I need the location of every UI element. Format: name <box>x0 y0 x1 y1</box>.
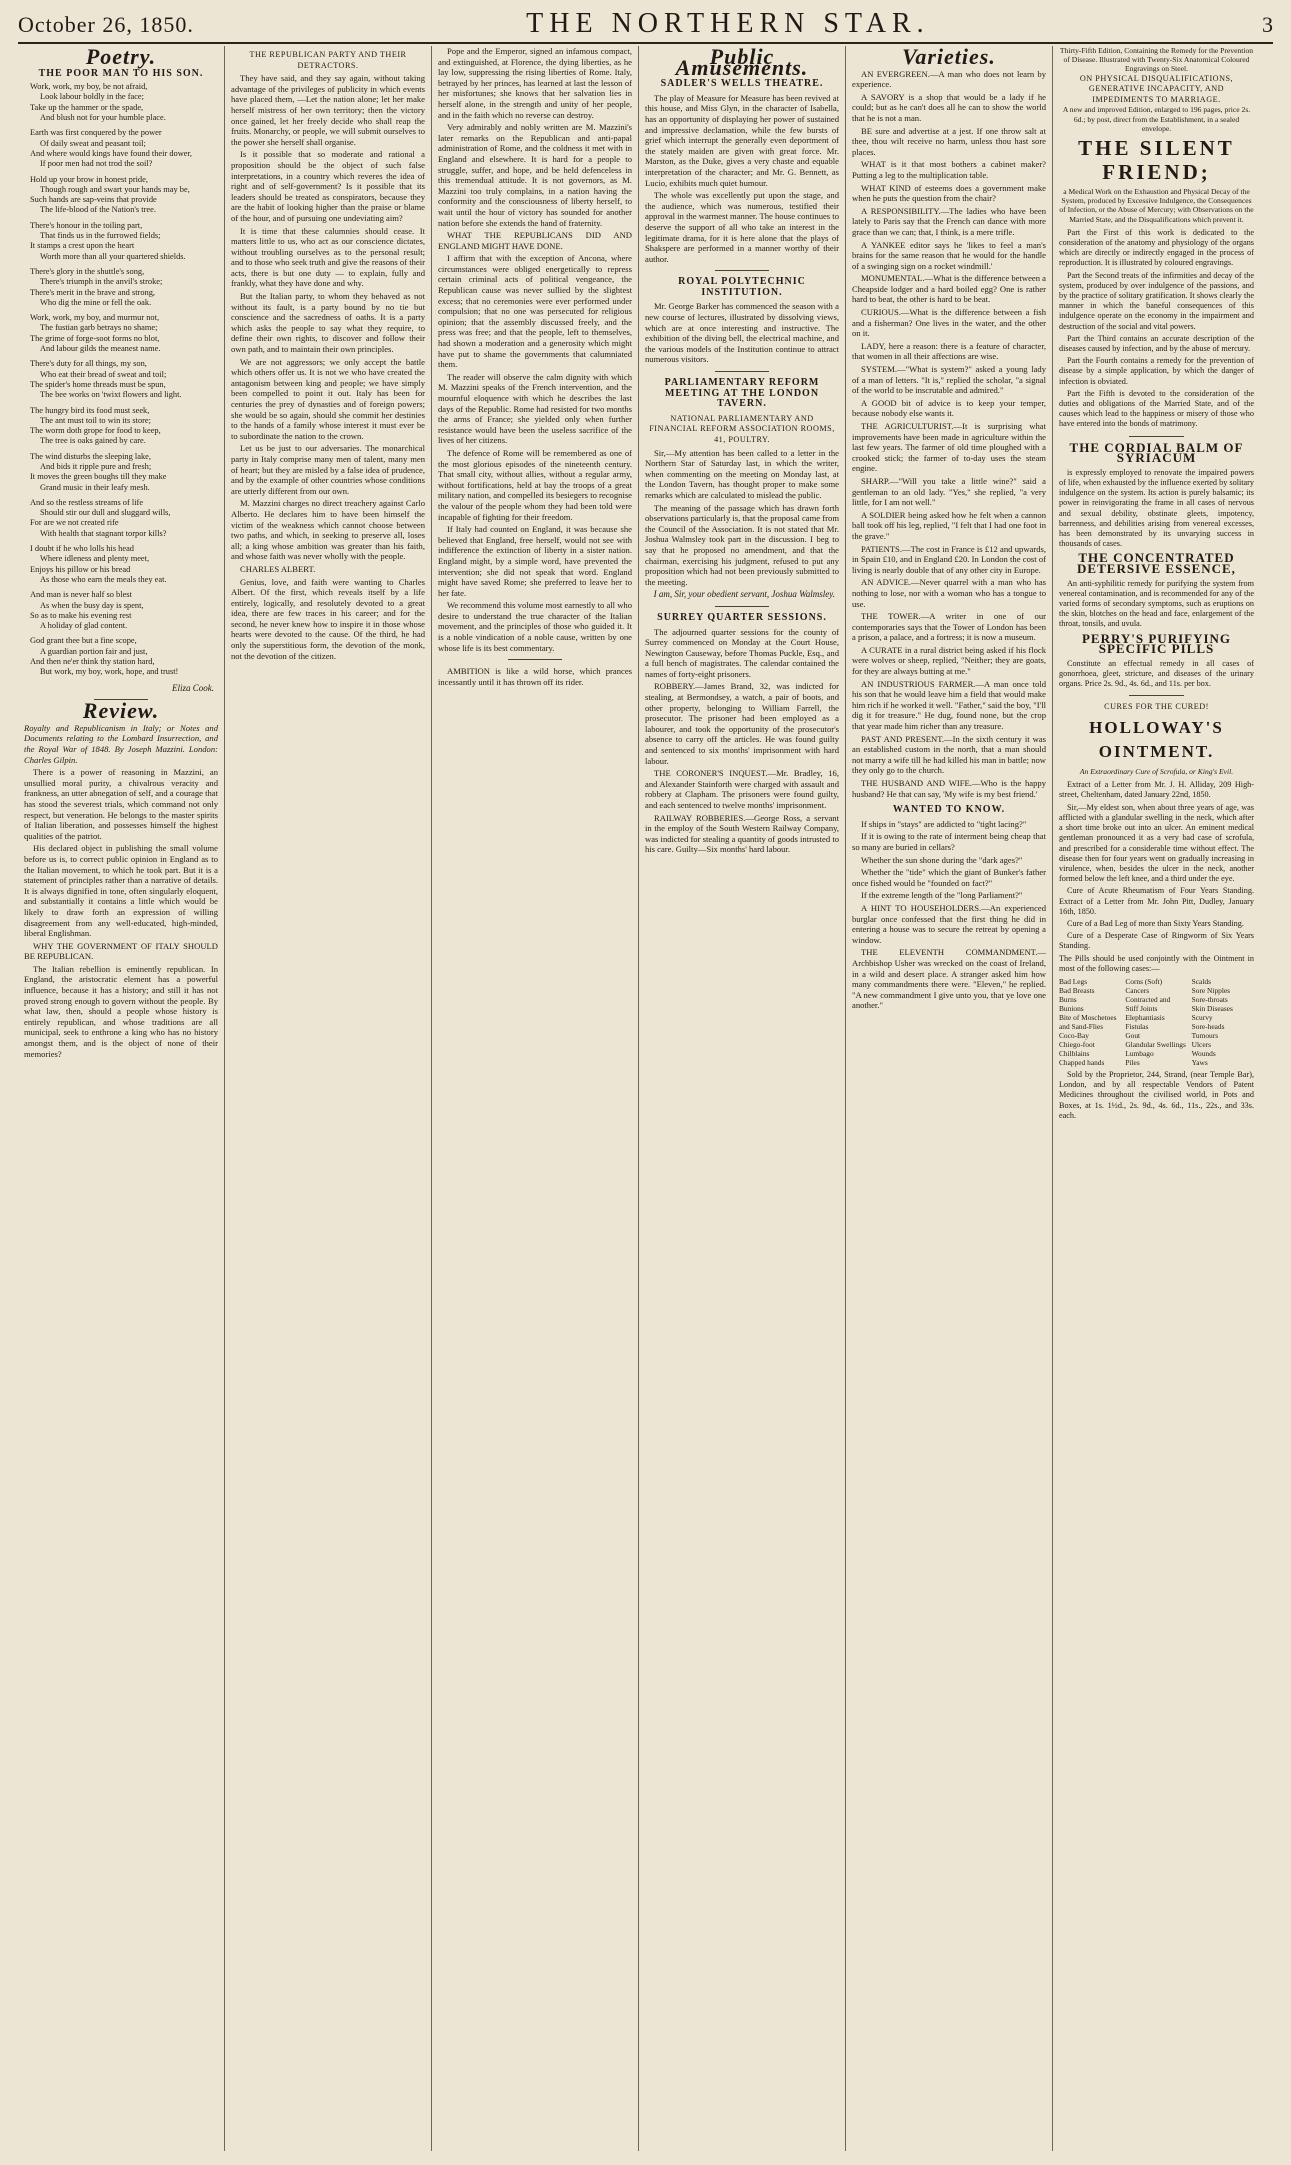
poem-line: As when the busy day is spent, <box>40 600 144 610</box>
remedy-item: Contracted and <box>1125 994 1171 1004</box>
article-paragraph: If Italy had counted on England, it was because she believed that England, free herself, would not see with indifference the extinction of liberty in a sister nation. England might, by a simple word, have prevented the intervention; she did not speak that word. England might have saved Rome; she preferred to leave her to her fate. <box>438 524 632 598</box>
variety-item: A SAVORY is a shop that would be a lady if he could; but as he can't does all he can to show the world that he is not a man. <box>852 91 1046 123</box>
variety-item: AN INDUSTRIOUS FARMER.—A man once told his son that he would leave him a field that would make him rich if he worked it well. "Father," said the boy, "I'll dig it for treasure." He dug, found none, but the crop that year made him richer than any treasure. <box>852 678 1046 732</box>
review-paragraph: The Italian rebellion is eminently republican. In England, the aristocratic element has a powerful influence, because it has a history; and still it has not proved strong enough to govern without the people. By what law, then, should a people whose history is entirely republican, and whose traditions are all municipal, seek to enthrone a king who has no history amongst them, and is the object of none of their memories? <box>24 963 218 1059</box>
divider <box>508 659 562 660</box>
article-paragraph: Genius, love, and faith were wanting to Charles Albert. Of the first, which reveals itself by a life entirely, logically, and resolutely devoted to a great idea, there are few traces in his career; and for the second, he never knew how to inspire it in those whose hearts were devoted to the cause. Of the third, he had only the superstitious form, the devotion of the monk, not the devotion of the citizen. <box>231 576 425 661</box>
remedy-item: Tumours <box>1191 1030 1219 1040</box>
poem-line: Look labour boldly in the face; <box>40 92 144 102</box>
remedy-item: Chilblains <box>1059 1048 1090 1058</box>
poem-line: The fustian garb betrays no shame; <box>40 323 158 333</box>
column-6 <box>1053 46 1260 2151</box>
polytechnic-heading: ROYAL POLYTECHNIC INSTITUTION. <box>678 276 806 298</box>
poem-line: As those who earn the meals they eat. <box>40 574 167 584</box>
poem-line: There's duty for all things, my son, <box>30 359 147 369</box>
holloway-body <box>1059 780 1254 951</box>
poem-stanza <box>24 636 218 677</box>
article-body <box>438 46 632 653</box>
poem-line: Of daily sweat and peasant toil; <box>40 138 146 148</box>
holloway-footer: Sold by the Proprietor, 244, Strand, (near Temple Bar), London, and by all respectable Vendors of Patent Medicines throughout the civilised world, in Pots and Boxes, at 1s. 1½d., 2s. 9d., 4s. 6d., 11s., 22s., and 33s. each. <box>1059 1069 1254 1120</box>
variety-item: AN ADVICE.—Never quarrel with a man who has nothing to lose, nor with a woman who has a tongue to use. <box>852 577 1046 609</box>
remedy-item: Sore-throats <box>1191 994 1228 1004</box>
poetry-heading: Poetry. <box>85 46 157 69</box>
variety-item: THE HUSBAND AND WIFE.—Who is the happy husband? He that can say, 'My wife is my best friend.' <box>852 778 1046 799</box>
poem-stanza <box>24 544 218 585</box>
remedy-item: Elephantiasis <box>1125 1012 1165 1022</box>
edition-price: A new and improved Edition, enlarged to 196 pages, price 2s. 6d.; by post, direct from the Establishment, in a sealed envelope. <box>1062 105 1251 133</box>
article-paragraph: But the Italian party, to whom they behaved as not without its fault, is a party bound by no tie but conscience and the sacredness of oaths. It is a party which asks the people to say what they require, to define their own rights, to discover and follow their own path, and to maintain their own principles. <box>231 291 425 355</box>
article-paragraph: We recommend this volume most earnestly to all who desire to understand the true character of the Italian movement, and the principles of those who guided it. It is a noble vindication of a noble cause, written by one whose life is its best commentary. <box>438 600 632 653</box>
remedy-item: Skin Diseases <box>1191 1003 1233 1013</box>
remedy-item: Sore-heads <box>1191 1021 1225 1031</box>
divider <box>715 270 769 271</box>
wanted-item: Whether the sun shone during the "dark ages?" <box>861 854 1023 865</box>
advert-paragraph: Part the Second treats of the infirmities and decay of the system, produced by over indulgence of the passions, and by the practice of solitary gratification. It shows clearly the manner in which the baneful consequences of this indulgence operate on the economy in the impairment and destruction of the social and vital powers. <box>1059 270 1254 331</box>
article-heading: THE REPUBLICAN PARTY AND THEIR DETRACTORS. <box>249 50 407 70</box>
article-paragraph: We are not aggressors; we only accept the battle which others offer us. It is not we who have created the antagonism between king and people; we have simply been compelled to point it out. Italy has been for centuries the prey of dynasties and of foreign powers; she would be so again, should she commit her destinies to the hands of a family whose interest it must ever be to subordinate the nation to the crown. <box>231 356 425 441</box>
poem-line: There's merit in the brave and strong, <box>30 287 155 297</box>
review-body <box>24 767 218 1059</box>
columns <box>18 46 1273 2151</box>
masthead <box>18 8 1273 44</box>
silent-friend-subtitle: a Medical Work on the Exhaustion and Physical Decay of the System, produced by Excessive Indulgence, the Consequences of Infection, or the Abuse of Mercury; with Observations on the Married State, and the Disqualifications which prevent it. <box>1059 187 1254 224</box>
article-paragraph: The defence of Rome will be remembered as one of the most glorious episodes of the nineteenth century. That small city, without allies, without a regular army, without fortifications, held at bay the troops of a great military nation, and compelled its besiegers to recognise the valour of the people whom they had been told were incapable of fighting for their freedom. <box>438 447 632 522</box>
article-paragraph: CHARLES ALBERT. <box>240 563 316 574</box>
article-paragraph: The reader will observe the calm dignity with which M. Mazzini speaks of the French intervention, and the mournful eloquence with which he describes the last days of the Republic. Rome had resisted for two months the arms of France; she yielded only when further resistance would have been the useless sacrifice of the lives of her citizens. <box>438 371 632 446</box>
remedy-item: Cancers <box>1125 985 1150 995</box>
silent-friend-title: THE SILENT FRIEND; <box>1078 136 1235 184</box>
poem-line: Worth more than all your quartered shields. <box>40 251 186 261</box>
letter-signoff: I am, Sir, your obedient servant, Joshua Walmsley. <box>653 589 835 600</box>
variety-item: LADY, here a reason: there is a feature of character, that women in all their affections are wise. <box>852 340 1046 362</box>
cures-heading: CURES FOR THE CURED! <box>1104 702 1209 712</box>
poem-line: And so the restless streams of life <box>30 497 144 507</box>
remedies-heading: The Pills should be used conjointly with the Ointment in most of the following cases:— <box>1059 953 1254 973</box>
perry-pills-advert <box>1059 630 1254 657</box>
remedy-item: Stiff Joints <box>1125 1003 1158 1013</box>
advert-caps: ON PHYSICAL DISQUALIFICATIONS, GENERATIVE INCAPACITY, AND IMPEDIMENTS TO MARRIAGE. <box>1079 73 1234 104</box>
poem-line: Though rough and swart your hands may be, <box>40 184 190 194</box>
article-paragraph: I affirm that with the exception of Ancona, where circumstances were obliged energetically to repress certain criminal acts of political vengeance, the Republican cause was never sullied by the slightest excess; that no ceremonies were ever performed under compulsion; that no one was persecuted for religious opinion; that the assembly discussed freely, and the press was free; and that the people, left to themselves, had shown a moderation and a generosity which might have put to shame the governments that calumniated them. <box>438 253 632 370</box>
variety-item: WHAT is it that most bothers a cabinet maker? Putting a leg to the multiplication table. <box>852 159 1046 180</box>
column-3 <box>432 46 639 2151</box>
variety-item: SYSTEM.—"What is system?" asked a young lady of a man of letters. "It is," replied the scholar, "a signal of the world to be inscrutable and admired." <box>852 364 1046 396</box>
poem-line: A guardian portion fair and just, <box>40 646 148 656</box>
review-paragraph: His declared object in publishing the small volume before us is, to correct public opinion in England as to the Italian movement, to which he took part. But it is a statement of principles rather than a narrative of details. It is always dignified in tone, often singularly eloquent, and substantially it contains a little which would be likely to draw forth an expression of willing disagreement from any well-educated, high-minded, liberal Englishman. <box>24 843 218 939</box>
variety-item: A CURATE in a rural district being asked if his flock were wolves or sheep, replied, "Neither; they are goats, for they are always butting at me." <box>852 644 1046 677</box>
review-heading: Review. <box>82 698 160 724</box>
article-paragraph: They have said, and they say again, without taking advantage of the privileges of publicity in which events have placed them, —Let the nation alone; let her make herself mistress of her own territory; then the victory once gained, let her freely decide who shall reap the fruits. Monarchy, or people, we will submit ourselves to the power she herself shall organise. <box>231 73 425 147</box>
testimonial-paragraph: Cure of a Desperate Case of Ringworm of Six Years Standing. <box>1059 931 1254 951</box>
poem-stanza <box>24 221 218 262</box>
article-paragraph: Is it possible that so moderate and rational a proposition should be the object of such false interpretations, in a country which reveres the idea of right and of self-government? Is it possible that its leaders should be treated as conspirators, because they are the habit of looking higher than the praise or blame of the hour, and of pursuing one undeviating aim? <box>231 149 425 223</box>
remedy-item: Lumbago <box>1125 1048 1154 1058</box>
detersive-essence-text: An anti-syphilitic remedy for purifying the system from venereal contamination, and is recommended for any of the varied forms of secondary symptoms, such as eruptions on the skin, blotches on the head and face, enlargement of the throat, tonsils, and uvula. <box>1059 578 1254 629</box>
poem-line: And blush not for your humble place. <box>40 113 166 123</box>
variety-item: WHAT KIND of esteems does a government make when he puts the question from the chair? <box>852 182 1046 204</box>
poem-line: And where would kings have found their dower, <box>30 148 193 158</box>
wanted-item: If ships in "stays" are addicted to "tight lacing?" <box>861 818 1027 829</box>
sadlers-wells-body <box>645 93 839 265</box>
remedy-item: Chapped hands <box>1059 1057 1105 1067</box>
article-paragraph: Let us be just to our adversaries. The monarchical party in Italy comprise many men of talent, many men of heart; but they are misled by a false idea of prudence, and by the example of other countries whose conditions are utterly different from our own. <box>231 443 425 496</box>
review-paragraph: WHY THE GOVERNMENT OF ITALY SHOULD BE REPUBLICAN. <box>24 940 218 962</box>
review-paragraph: Mr. George Barker has commenced the season with a new course of lectures, illustrated by dissolving views, which are at once interesting and instructive. The exhibition of the diving bell, the electrical machine, and the various models of the Institution continue to attract numerous visitors. <box>645 301 839 365</box>
remedy-item: Fistulas <box>1125 1021 1149 1031</box>
poem-line: The hungry bird its food must seek, <box>30 405 150 415</box>
page-number: 3 <box>1261 12 1273 37</box>
review-paragraph: The play of Measure for Measure has been revived at this house, and Miss Glyn, in the character of Isabella, has an opportunity of displaying her power of sustained and impressive declamation, while the few bursts of grief which interrupt the generally even deportment of the stately maiden are given with great force. Mr. Marston, as the Duke, gives a very chaste and equable interpretation of the character; and Mr. G. Bennett, as Lucio, exhibits much quiet humour. <box>645 92 839 188</box>
poem-line: Enjoys his pillow or his bread <box>30 564 131 574</box>
remedy-item: Piles <box>1125 1057 1140 1067</box>
remedy-item: Ulcers <box>1191 1039 1211 1049</box>
poem-line: Take up the hammer or the spade, <box>30 102 144 112</box>
poem-line: The ant must toil to win its store; <box>40 415 151 425</box>
poem-line: Who eat their bread of sweat and toil; <box>40 369 167 379</box>
silent-friend-advert <box>1059 46 1254 224</box>
poem-stanza <box>24 590 218 631</box>
remedies-list <box>1059 977 1254 1067</box>
sadlers-wells-heading: SADLER'S WELLS THEATRE. <box>660 78 824 90</box>
testimonial-paragraph: Extract of a Letter from Mr. J. H. Alliday, 209 High-street, Cheltenham, dated January 22nd, 1850. <box>1059 780 1254 800</box>
remedy-item: Coco-Bay <box>1059 1030 1089 1040</box>
poem-line: So as to make his evening rest <box>30 610 132 620</box>
variety-item: A HINT TO HOUSEHOLDERS.—An experienced burglar once confessed that the first thing he did in entering a house was to secure the retreat by opening a window. <box>852 902 1046 945</box>
varieties-body <box>852 69 1046 800</box>
poem-stanza <box>24 313 218 354</box>
letter-paragraph: The meaning of the passage which has drawn forth observations particularly is, that the proposal came from the Council of the Association. It is not stated that Mr. Joshua Walmsley took part in the discussion. I beg to say that he proposed no amendment, and that the chairman, exercising his judgment, refused to put any proposition which had not been previously submitted to the meeting. <box>645 502 839 587</box>
wanted-item: If the extreme length of the "long Parliament?" <box>861 890 1023 901</box>
article-paragraph: WHAT THE REPUBLICANS DID AND ENGLAND MIGHT HAVE DONE. <box>438 230 632 251</box>
article-paragraph: M. Mazzini charges no direct treachery against Carlo Alberto. He declares him to have been himself the victim of the weakness which cannot choose between two paths, and which, in seeking to preserve all, loses all; a king whose ambition was greater than his faith, and whose faith was never wholly with the people. <box>231 498 425 562</box>
poem-line: If poor men had not trod the soil? <box>40 159 153 169</box>
poem-line: With health that stagnant torpor kills? <box>40 528 167 538</box>
poem-line: The grime of forge-soot forms no blot, <box>30 333 160 343</box>
sessions-paragraph: RAILWAY ROBBERIES.—George Ross, a servant in the employ of the South Western Railway Company, was indicted for stealing a quantity of goods intrusted to his care. Guilty—Six months' hard labour. <box>645 812 839 855</box>
remedy-item: Scurvy <box>1191 1012 1213 1022</box>
poem-line: Where idleness and plenty meet, <box>40 554 150 564</box>
poem-line: Earth was first conquered by the power <box>30 128 162 138</box>
letter-paragraph: Sir,—My attention has been called to a letter in the Northern Star of Saturday last, in which the writer, when commenting on the meeting on Monday last, at the London Tavern, has thought proper to make some remarks which are calculated to mislead the public. <box>645 447 839 500</box>
divider <box>715 606 769 607</box>
variety-item: A SOLDIER being asked how he felt when a cannon ball took off his leg, replied, "I felt that I had one foot in the grave." <box>852 509 1046 541</box>
perry-pills-text: Constitute an effectual remedy in all cases of gonorrhoea, gleet, stricture, and diseases of the urinary organs. Price 2s. 9d., 4s. 6d., and 11s. per box. <box>1059 658 1254 689</box>
poem-line: And labour gilds the meanest name. <box>40 344 161 354</box>
article-paragraph: Pope and the Emperor, signed an infamous compact, and extinguished, at Florence, the dying liberties, as he lay low, suppressing the rising liberties of Rome. Italy, betrayed by her princes, has learned at last the lesson of her misfortunes; she knows that her salvation lies in herself alone, in the strength and unity of her people, and in the faith which no reverse can destroy. <box>438 46 632 120</box>
holloway-advert <box>1059 702 1254 776</box>
remedy-item: Yaws <box>1191 1057 1208 1067</box>
poem-line: The bee works on 'twixt flowers and light. <box>40 390 182 400</box>
wanted-item: Whether the "tide" which the giant of Bunker's father once fished would be "founded on fact?" <box>852 867 1046 888</box>
poem-line: A holiday of glad content. <box>40 621 128 631</box>
poem-line: It moves the green boughs till they make <box>30 472 167 482</box>
testimonial-paragraph: Cure of a Bad Leg of more than Sixty Years Standing. <box>1067 918 1244 928</box>
wanted-to-know-heading: WANTED TO KNOW. <box>892 804 1006 816</box>
advert-paragraph: Part the Fourth contains a remedy for the prevention of disease by a simple application, by which the danger of infection is obviated. <box>1059 356 1254 386</box>
cordial-balm-text: is expressly employed to renovate the impaired powers of life, when exhausted by the influence exerted by solitary indulgence on the system. Its action is purely balsamic; its power in reinvigorating the frame in all cases of nervous and sexual debility, obstinate gleets, impotency, barrenness, and debilities arising from venereal excesses, has been demonstrated by its unvarying success in thousands of cases. <box>1059 467 1254 549</box>
review-paragraph: The whole was excellently put upon the stage, and the audience, which was numerous, testified their approval in the warmest manner. The house continues to deserve the support of all who take an interest in the legitimate drama, for it is here alone that the plays of Shakspere are performed in a manner worthy of their author. <box>645 190 839 264</box>
poem-line: That finds us in the furrowed fields; <box>40 231 161 241</box>
variety-item: SHARP.—"Will you take a little wine?" said a gentleman to an old lady. "Yes," she replied, "a very little, for I am not well." <box>852 475 1046 508</box>
variety-item: CURIOUS.—What is the difference between a fish and a fisherman? One lives in the water, and the other on it. <box>852 307 1046 339</box>
variety-item: A GOOD bit of advice is to keep your temper, because nobody else wants it. <box>852 397 1046 419</box>
silent-friend-body <box>1059 228 1254 430</box>
poem-line: The tree is oaks gained by care. <box>40 436 146 446</box>
poem-line: Work, work, my boy, be not afraid, <box>30 82 148 92</box>
variety-item: THE TOWER.—A writer in one of our contemporaries says that the Tower of London has been a prison, a palace, and a fortress; it is now a museum. <box>852 611 1046 643</box>
divider <box>715 371 769 372</box>
review-paragraph: There is a power of reasoning in Mazzini, an unsullied moral purity, a chivalrous veracity and frankness, an utter abnegation of self, and a courage that has stood the severest trials, which command not only respect, but veneration. He belongs to the master spirits of Italian liberation, and possesses himself the highest qualities of the patriot. <box>24 767 218 841</box>
variety-item: THE ELEVENTH COMMANDMENT.—Archbishop Usher was wrecked on the coast of Ireland, in a wild and desert place. A stranger asked him how many commandments there were. "Eleven," he replied. "A new commandment I give unto you, that ye love one another." <box>852 947 1046 1011</box>
remedy-item: Glandular Swellings <box>1125 1039 1186 1049</box>
remedy-item: Chiego-foot <box>1059 1039 1095 1049</box>
poem-stanza <box>24 267 218 308</box>
cordial-balm-title: THE CORDIAL BALM OF SYRIACUM <box>1069 439 1244 466</box>
remedy-item: Bad Legs <box>1059 976 1088 986</box>
holloway-subtitle: An Extraordinary Cure of Scrofula, or King's Evil. <box>1079 767 1234 777</box>
variety-item: A RESPONSIBILITY.—The ladies who have been lately to Paris say that the French can dance with more grace than we can; that, I think, is a mere trifle. <box>852 205 1046 237</box>
poem-line: Should stir our dull and sluggard wills, <box>40 508 171 518</box>
variety-item: AN EVERGREEN.—A man who does not learn by experience. <box>852 68 1046 90</box>
remedy-item: Bite of Moschetoes <box>1059 1012 1117 1022</box>
poem-line: Hold up your brow in honest pride, <box>30 174 148 184</box>
column-5 <box>846 46 1053 2151</box>
poem-stanza <box>24 359 218 400</box>
surrey-sessions-body <box>645 627 839 855</box>
remedy-item: Bunions <box>1059 1003 1084 1013</box>
advert-paragraph: Part the Fifth is devoted to the consideration of the duties and obligations of the Married State, and of the causes which lead to the happiness or misery of those who have entered into the bonds of matrimony. <box>1059 388 1254 429</box>
poem-line: Who dig the mine or fell the oak. <box>40 297 152 307</box>
poem-line: And bids it ripple pure and fresh; <box>40 461 152 471</box>
perry-pills-title: PERRY'S PURIFYING SPECIFIC PILLS <box>1081 630 1232 657</box>
article-paragraph: It is time that these calumnies should cease. It matters little to us, who act as our conscience dictates, without troubling ourselves as to the personal result; and to those who seek truth and give the reasons of their acts, there is but one duty — to explain, fully and frankly, what they have done and why. <box>231 225 425 289</box>
testimonial-paragraph: Sir,—My eldest son, when about three years of age, was afflicted with a glandular swelling in the neck, which after a short time broke out into an ulcer. An eminent medical gentleman pronounced it as a very bad case of scrofula, and prescribed for a considerable time without effect. The disease then for four years went on gradually increasing in virulence, when, besides the ulcer in the neck, another formed below the left knee, and a third under the eye. <box>1059 802 1254 884</box>
amusements-heading: Public Amusements. <box>675 46 809 80</box>
testimonial-paragraph: Cure of Acute Rheumatism of Four Years Standing. Extract of a Letter from Mr. John Pitt, Dudley, January 16th, 1850. <box>1059 886 1254 916</box>
poem-line: The life-blood of the Nation's tree. <box>40 205 156 215</box>
cordial-balm-advert <box>1059 439 1254 466</box>
edition-note: Thirty-Fifth Edition, Containing the Remedy for the Prevention of Disease. Illustrated with Twenty-Six Anatomical Coloured Engravings on Steel. <box>1059 46 1254 74</box>
sessions-paragraph: The adjourned quarter sessions for the county of Surrey commenced on Monday at the Court House, Newington Causeway, before Thomas Puckle, Esq., and a full bench of magistrates. The calendar contained the names of forty-eight prisoners. <box>645 626 839 679</box>
review-book-title: Royalty and Republicanism in Italy; or Notes and Documents relating to the Lombard Insurrection, and the Royal War of 1848. By Joseph Mazzini. London: Charles Gilpin. <box>24 722 218 765</box>
column-1 <box>18 46 225 2151</box>
remedy-item: Scalds <box>1191 976 1211 986</box>
reform-meeting-subhead: NATIONAL PARLIAMENTARY AND FINANCIAL REFORM ASSOCIATION ROOMS, 41, POULTRY. <box>649 413 835 444</box>
poem-line: Work, work, my boy, and murmur not, <box>30 313 160 323</box>
poem-line: There's honour in the toiling part, <box>30 220 143 230</box>
ambition-paragraph: AMBITION is like a wild horse, which prances incessantly until it has thrown off its rider. <box>438 666 632 687</box>
sessions-paragraph: THE CORONER'S INQUEST.—Mr. Bradley, 16, and Alexander Stainforth were charged with assault and robbery at Clapham. The prisoners were found guilty, and each sentenced to twelve months' imprisonment. <box>645 768 839 810</box>
issue-date: October 26, 1850. <box>18 12 194 37</box>
wanted-item: If it is owing to the rate of interment being cheap that so many are buried in cellars? <box>852 831 1046 852</box>
remedy-item: Wounds <box>1191 1048 1216 1058</box>
poem-line: But work, my boy, work, hope, and trust! <box>40 667 179 677</box>
poem-stanza <box>24 406 218 447</box>
reform-meeting-body <box>645 448 839 588</box>
poem-line: I doubt if he who lolls his head <box>30 544 134 554</box>
poem-line: The wind disturbs the sleeping lake, <box>30 451 151 461</box>
varieties-tail <box>852 903 1046 1011</box>
reform-meeting-heading: PARLIAMENTARY REFORM MEETING AT THE LONDON TAVERN. <box>664 377 820 410</box>
variety-item: A YANKEE editor says he 'likes to feel a man's brains for the same reason that he would for the handle of a swinging sign on a rocket windmill.' <box>852 239 1046 271</box>
remedy-item: Corns (Soft) <box>1125 976 1163 986</box>
poem-line: God grant thee but a fine scope, <box>30 636 137 646</box>
poem-signature: Eliza Cook. <box>172 682 214 693</box>
poem-line: The spider's home threads must be spun, <box>30 379 166 389</box>
remedy-item: Burns <box>1059 994 1077 1004</box>
poem-line: The worm doth grope for food to keep, <box>30 426 161 436</box>
advert-paragraph: Part the First of this work is dedicated to the consideration of the anatomy and physiology of the organs which are directly or indirectly engaged in the process of reproduction. It is illustrated by coloured engravings. <box>1059 227 1254 268</box>
variety-item: PAST AND PRESENT.—In the sixth century it was an established custom in the north, that a man should not marry a wife till he had killed his man in battle; now they only go to the church. <box>852 733 1046 776</box>
poem <box>24 82 218 677</box>
variety-item: MONUMENTAL.—What is the difference between a Cheapside lodger and a hard boiled egg? One is rather hard to beat, the other is hard to be beat. <box>852 273 1046 305</box>
sessions-paragraph: ROBBERY.—James Brand, 32, was indicted for stealing, at Bermondsey, a watch, a pair of boots, and other property, belonging to William Farrell, the prosecutor. The prisoner had been employed as a labourer, and took the opportunity of the prosecutor's absence to carry off the articles. He was found guilty and sentenced to six months' imprisonment with hard labour. <box>645 681 839 766</box>
poem-title: THE POOR MAN TO HIS SON. <box>38 67 204 79</box>
holloway-title: HOLLOWAY'S OINTMENT. <box>1089 718 1224 762</box>
variety-item: PATIENTS.—The cost in France is £12 and upwards, in Spain £10, and in England £20. In London the cost of living is nearly double that of any other city in Europe. <box>852 543 1046 575</box>
remedy-item: and Sand-Flies <box>1059 1021 1104 1031</box>
poem-stanza <box>24 128 218 169</box>
column-2 <box>225 46 432 2151</box>
poem-line: There's glory in the shuttle's song, <box>30 266 145 276</box>
article-body <box>231 73 425 661</box>
poem-line: Such hands are sap-veins that provide <box>30 195 157 205</box>
remedy-item: Sore Nipples <box>1191 985 1231 995</box>
remedy-item: Bad Breasts <box>1059 985 1095 995</box>
remedy-item: Gout <box>1125 1030 1141 1040</box>
poem-stanza <box>24 175 218 216</box>
varieties-heading: Varieties. <box>902 46 996 69</box>
poem-line: Grand music in their leafy mesh. <box>40 482 150 492</box>
surrey-sessions-heading: SURREY QUARTER SESSIONS. <box>657 611 827 623</box>
article-paragraph: Very admirably and nobly written are M. Mazzini's later remarks on the Republican and anti-papal administration of Rome, and the coldness it met with in England and elsewhere. It is hard for a people to struggle, suffer, and hope, and be held defenceless in this tremendual attitude. It is not governors, as M. Mazzini too truly complains, in a nation having the conformity and the consciousness of liberty herself, to wait until the hour of victory has sounded for another nation before she extends the hand of fraternity. <box>438 122 632 228</box>
poem-line: It stamps a crest upon the heart <box>30 241 135 251</box>
newspaper-title: THE NORTHERN STAR. <box>526 8 930 39</box>
poem-stanza <box>24 498 218 539</box>
wanted-to-know-list <box>852 819 1046 901</box>
detersive-essence-title: THE CONCENTRATED DETERSIVE ESSENCE, <box>1077 550 1236 577</box>
variety-item: THE AGRICULTURIST.—It is surprising what improvements have been made in agriculture within the last few years. The farmer of old time ploughed with a crooked stick; the farmer of to-day uses the steam engine. <box>852 421 1046 474</box>
detersive-essence-advert <box>1059 550 1254 577</box>
advert-paragraph: Part the Third contains an accurate description of the diseases caused by infection, and by the abuse of mercury. <box>1059 333 1254 354</box>
variety-item: BE sure and advertise at a jest. If one throw salt at thee, thou wilt receive no harm, unless thou hast sore places. <box>852 125 1046 157</box>
column-4 <box>639 46 846 2151</box>
poem-line: For are we not created rife <box>30 518 119 528</box>
divider <box>1129 436 1184 437</box>
poem-line: And man is never half so blest <box>30 590 132 600</box>
polytechnic-body <box>645 301 839 365</box>
divider <box>1129 695 1184 696</box>
poem-line: And then ne'er think thy station hard, <box>30 657 155 667</box>
poem-stanza <box>24 82 218 123</box>
poem-line: There's triumph in the anvil's stroke; <box>40 277 163 287</box>
poem-stanza <box>24 452 218 493</box>
